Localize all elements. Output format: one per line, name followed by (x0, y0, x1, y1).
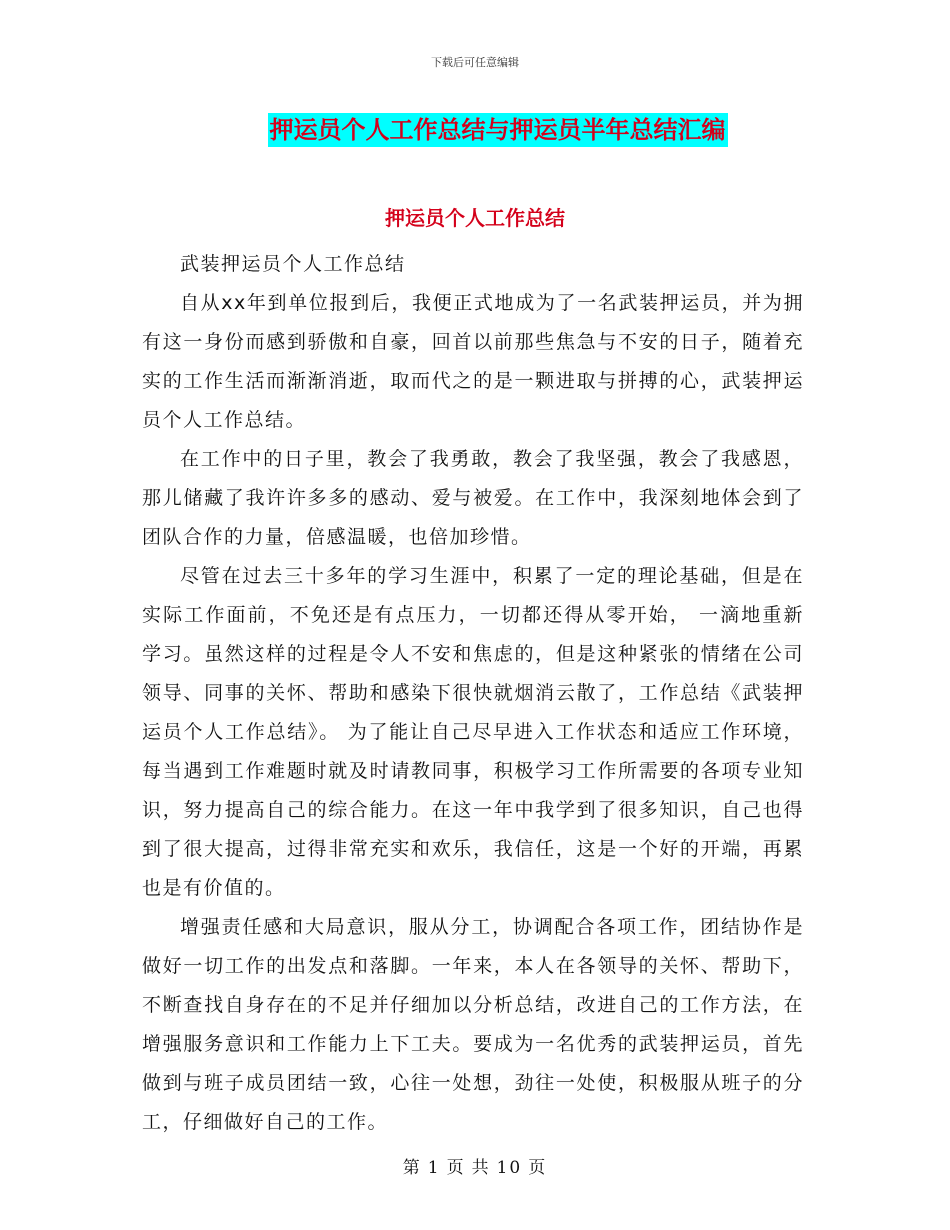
total-pages: 10 (496, 1158, 523, 1178)
page-number: 1 (427, 1158, 441, 1178)
document-title: 押运员个人工作总结与押运员半年总结汇编 (268, 113, 728, 147)
paragraph: 尽管在过去三十多年的学习生涯中，积累了一定的理论基础，但是在实际工作面前，不免还是有点压力，一切都还得从零开始， 一滴地重新学习。虽然这样的过程是令人不安和焦虑的，但是这种紧张的情绪在公司领导、同事的关怀、帮助和感染下很快就烟消云散了，工作总结《武装押运员个人工作总结》。 为了能让自己尽早进入工作状态和适应工作环境，每当遇到工作难题时就及时请教同事，积极学习工作所需要的各项专业知识，努力提高自己的综合能力。在这一年中我学到了很多知识，自己也得到了很大提高，过得非常充实和欢乐，我信任，这是一个好的开端，再累也是有价值的。 (142, 565, 804, 899)
document-body (142, 245, 804, 1142)
page-footer (0, 1153, 950, 1178)
document-title-container (0, 113, 950, 147)
paragraph: 增强责任感和大局意识，服从分工，协调配合各项工作，团结协作是做好一切工作的出发点和落脚。一年来，本人在各领导的关怀、帮助下，不断查找自身存在的不足并仔细加以分析总结，改进自己的工作方法，在增强服务意识和工作能力上下工夫。要成为一名优秀的武装押运员，首先做到与班子成员团结一致，心往一处想，劲往一处使，积极服从班子的分工，仔细做好自己的工作。 (142, 916, 804, 1133)
paragraph: 自从xx年到单位报到后，我便正式地成为了一名武装押运员，并为拥有这一身份而感到骄傲和自豪，回首以前那些焦急与不安的日子，随着充实的工作生活而渐渐消逝，取而代之的是一颗进取与拼搏的心，武装押运员个人工作总结。 (142, 292, 804, 431)
paragraph-subtitle: 武装押运员个人工作总结 (180, 253, 406, 275)
paragraph: 在工作中的日子里，教会了我勇敢，教会了我坚强，教会了我感恩，那儿储藏了我许许多多的感动、爱与被爱。在工作中，我深刻地体会到了团队合作的力量，倍感温暖，也倍加珍惜。 (142, 448, 804, 548)
total-suffix: 页 (528, 1158, 548, 1178)
page-word: 页 (446, 1158, 466, 1178)
section-title: 押运员个人工作总结 (385, 206, 565, 230)
total-prefix: 共 (471, 1158, 491, 1178)
page-header-note: 下载后可任意编辑 (431, 56, 519, 69)
page-prefix: 第 (402, 1158, 422, 1178)
